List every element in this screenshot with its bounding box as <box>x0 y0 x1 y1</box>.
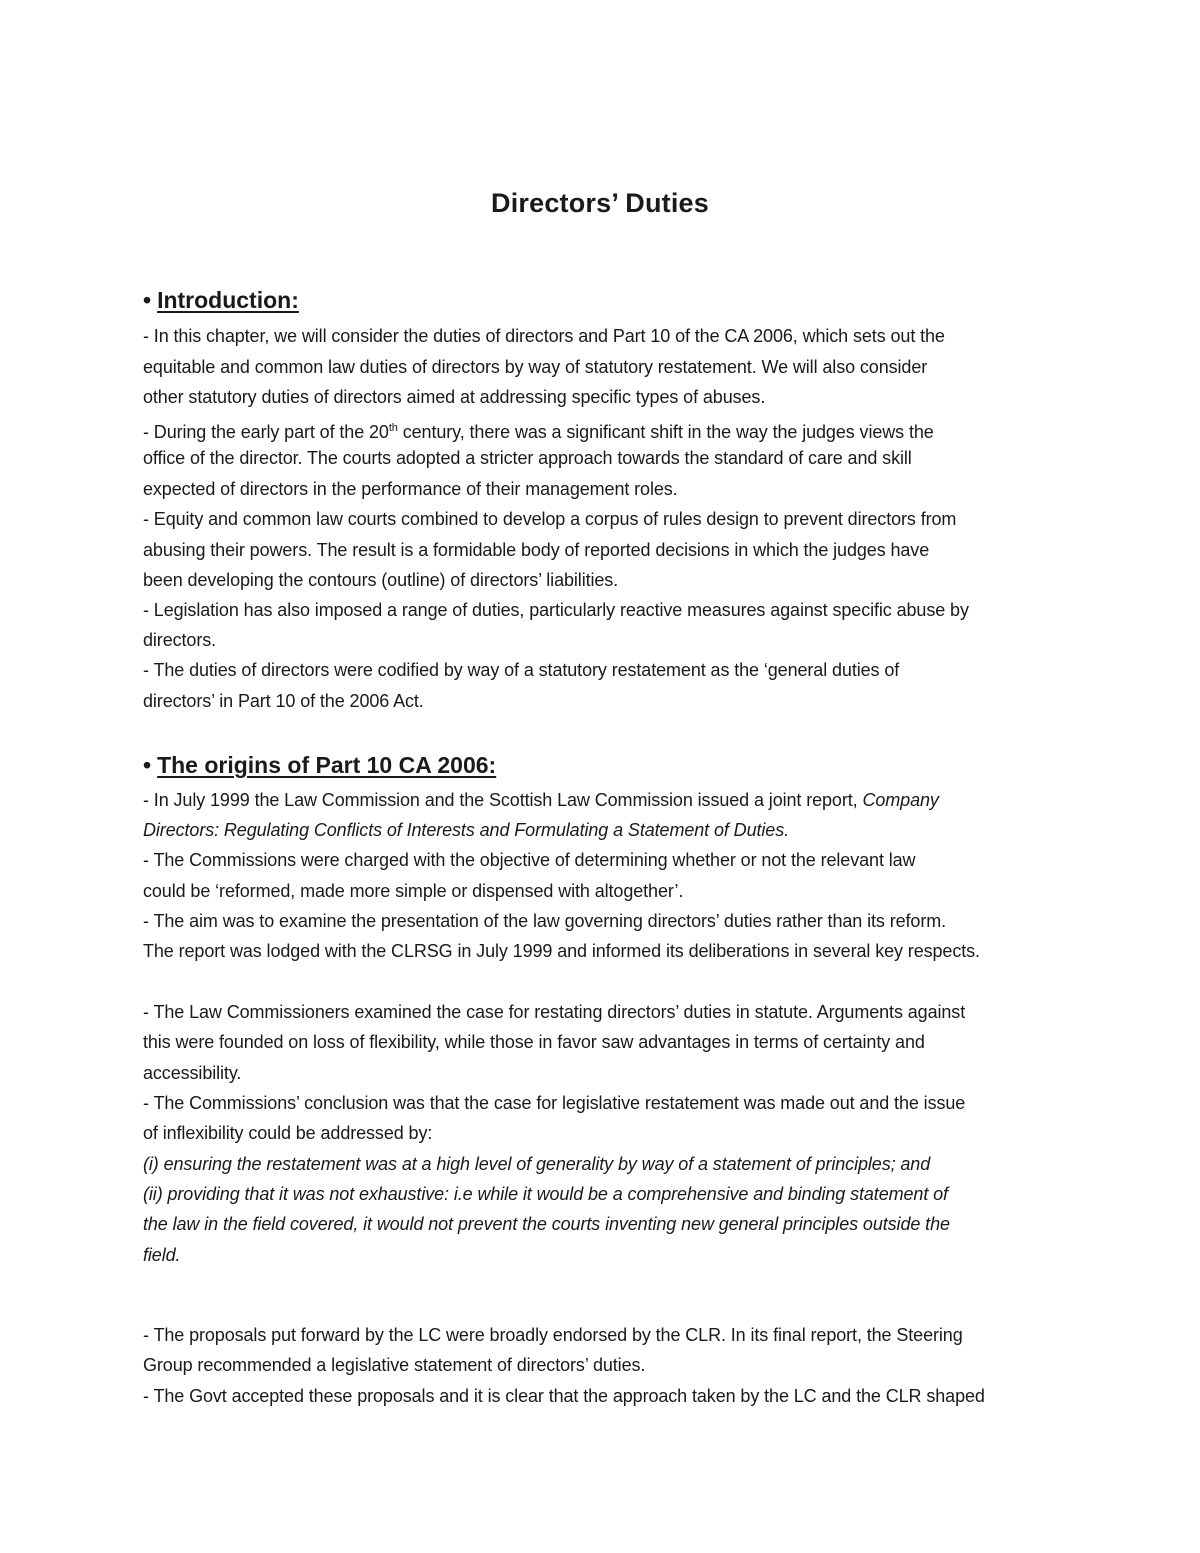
text-line: - The proposals put forward by the LC were broadly endorsed by the CLR. In its final report, the Steering <box>143 1325 963 1345</box>
section-heading-label: Introduction: <box>157 287 299 313</box>
text-line: other statutory duties of directors aimed at addressing specific types of abuses. <box>143 387 766 407</box>
text-line: directors. <box>143 630 217 650</box>
text-line: - In this chapter, we will consider the duties of directors and Part 10 of the CA 2006, which sets out the <box>143 326 945 346</box>
text-line: Directors: Regulating Conflicts of Interests and Formulating a Statement of Duties. <box>143 820 790 840</box>
text-line: - Equity and common law courts combined to develop a corpus of rules design to prevent directors from <box>143 509 957 529</box>
text-line: been developing the contours (outline) of directors’ liabilities. <box>143 570 619 590</box>
text-line: - The Govt accepted these proposals and it is clear that the approach taken by the LC and the CLR shaped <box>143 1386 985 1406</box>
text-line: - The Commissions were charged with the objective of determining whether or not the relevant law <box>143 850 916 870</box>
text-segment: - In July 1999 the Law Commission and the Scottish Law Commission issued a joint report, <box>143 790 863 810</box>
superscript: th <box>388 422 398 434</box>
text-segment: century, there was a significant shift in the way the judges views the <box>397 422 934 442</box>
section-heading-origins <box>143 752 496 779</box>
text-line: field. <box>143 1245 181 1265</box>
text-line <box>143 788 939 812</box>
text-line: (ii) providing that it was not exhaustive: i.e while it would be a comprehensive and binding statement of <box>143 1184 948 1204</box>
text-line <box>143 416 934 444</box>
section-heading-label: The origins of Part 10 CA 2006: <box>157 752 497 778</box>
text-line: - The duties of directors were codified by way of a statutory restatement as the ‘general duties of <box>143 660 900 680</box>
text-line: office of the director. The courts adopted a stricter approach towards the standard of care and skill <box>143 448 912 468</box>
text-line: - Legislation has also imposed a range of duties, particularly reactive measures against specific abuse by <box>143 600 969 620</box>
text-line: could be ‘reformed, made more simple or dispensed with altogether’. <box>143 881 684 901</box>
text-line: this were founded on loss of flexibility, while those in favor saw advantages in terms of certainty and <box>143 1032 925 1052</box>
text-line: expected of directors in the performance of their management roles. <box>143 479 678 499</box>
bullet-icon: • <box>143 752 152 778</box>
text-line: accessibility. <box>143 1063 242 1083</box>
text-line: - The Law Commissioners examined the case for restating directors’ duties in statute. Arguments against <box>143 1002 966 1022</box>
text-line: The report was lodged with the CLRSG in July 1999 and informed its deliberations in several key respects. <box>143 941 980 961</box>
text-line: Group recommended a legislative statement of directors’ duties. <box>143 1355 646 1375</box>
text-line: of inflexibility could be addressed by: <box>143 1123 433 1143</box>
page-title: Directors’ Duties <box>491 188 709 218</box>
text-line: - The aim was to examine the presentation of the law governing directors’ duties rather than its reform. <box>143 911 947 931</box>
text-line: the law in the field covered, it would not prevent the courts inventing new general principles outside the <box>143 1214 950 1234</box>
bullet-icon: • <box>143 287 152 313</box>
text-line: equitable and common law duties of directors by way of statutory restatement. We will also consider <box>143 357 928 377</box>
text-line: directors’ in Part 10 of the 2006 Act. <box>143 691 424 711</box>
text-segment-italic: Company <box>862 790 939 810</box>
text-segment: - During the early part of the 20 <box>143 422 389 442</box>
text-line: - The Commissions’ conclusion was that the case for legislative restatement was made out and the issue <box>143 1093 966 1113</box>
section-heading-introduction <box>143 287 299 314</box>
text-line: (i) ensuring the restatement was at a high level of generality by way of a statement of principles; and <box>143 1154 931 1174</box>
text-line: abusing their powers. The result is a formidable body of reported decisions in which the judges have <box>143 540 930 560</box>
